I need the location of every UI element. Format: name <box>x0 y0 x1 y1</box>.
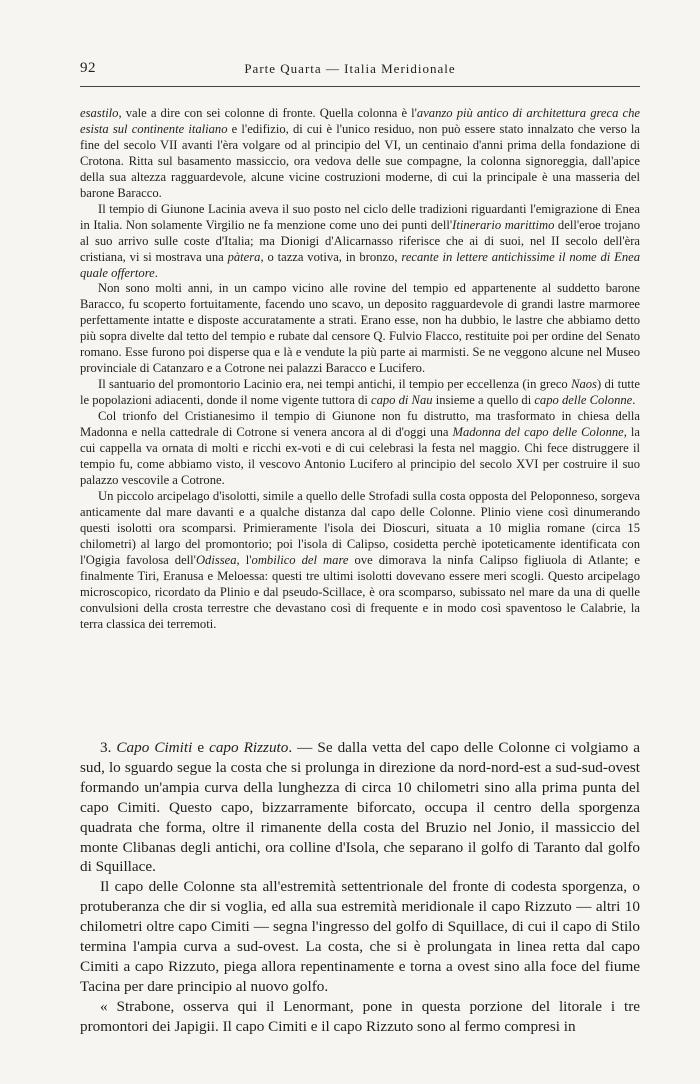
text-span: ) di tutte le popolazioni adiacenti, donde il nome vigente tuttora di <box>80 377 641 408</box>
text-span: Il tempio di Giunone Lacinia aveva il suo posto nel ciclo delle tradizioni riguardanti l'emigrazione di Enea in Italia. Non solamente Virgilio ne fa menzione come uno dei punti dell' <box>80 201 640 232</box>
italic-term: capo di Nau <box>370 393 433 408</box>
paragraph: Non sono molti anni, in un campo vicino alle rovine del tempio ed appartenente al suddetto barone Baracco, fu scoperto fortuitamente, facendo uno scavo, un deposito ragguardevole di grandi lastre marmoree perfettamente intatte e disposte accuratamente a strati. Erano esse, non ha dubbio, le lastre che abbiamo detto più sopra divelte dal tetto del tempio e rubate dal censore Q. Fulvio Flacco, restituite poi per ordine del Senato romano. Esse furono poi disperse qua e là e vendute la più parte ai marmisti. Se ne veggono alcune nel Museo provinciale di Catanzaro e a Cotrone nei palazzi Baracco e Lucifero. <box>80 281 640 376</box>
paragraph <box>80 377 640 409</box>
italic-term: pàtera <box>227 249 261 264</box>
italic-term: esastilo <box>80 106 119 120</box>
italic-phrase: avanzo più antico di architettura greca che esista sul continente italiano <box>80 106 640 136</box>
paragraph: Il capo delle Colonne sta all'estremità settentrionale del fronte di codesta sporgenza, o protuberanza che dir si voglia, ed alla sua estremità meridionale il capo Rizzuto — altri 10 chilometri oltre capo Cimiti — segna l'ingresso del golfo di Squillace, di cui il capo di Stilo termina l'ampia curva a sud-ovest. La costa, che si è prolungata in linea retta dal capo Cimiti a capo Rizzuto, piega allora repentinamente e torna a ovest sino alla foce del fiume Tacina per dare principio al nuovo golfo. <box>80 878 640 995</box>
text-span: e <box>192 739 210 756</box>
italic-phrase: Itinerario marittimo <box>452 217 555 232</box>
italic-term: capo delle Colonne <box>534 393 633 408</box>
paragraph: « Strabone, osserva qui il Lenormant, pone in questa porzione del litorale i tre promontori dei Japigii. Il capo Cimiti e il capo Rizzuto sono al fermo compresi in <box>80 997 640 1035</box>
text-span: , o tazza votiva, in bronzo, <box>260 249 402 264</box>
text-span: Col trionfo del Cristianesimo il tempio di Giunone non fu distrutto, ma trasformato in chiesa della Madonna e nella cattedrale di Cotrone si venera ancora al di d'oggi una <box>80 409 640 440</box>
paragraph <box>80 489 640 633</box>
text-span: Il santuario del promontorio Lacinio era, nei tempi antichi, il tempio per eccellenza (in greco <box>98 377 572 392</box>
small-print-section <box>80 106 640 632</box>
text-span: dell'eroe trojano al suo arrivo sulle coste d'Italia; ma Dionigi d'Alicarnasso riferisce che ai di suoi, nel II secolo dell'èra cristiana, vi si mostrava una <box>80 217 640 264</box>
section-heading-paragraph <box>80 738 640 877</box>
text-span: , l' <box>236 552 252 567</box>
section-3 <box>80 738 640 1037</box>
text-span: e l'edifizio, di cui è l'unico residuo, non può essere stato innalzato che verso la fine del secolo VII avanti l'èra volgare od al principio del VI, un centinaio d'anni prima della fondazione di Crotona. Ritta sul basamento massiccio, ora vedova delle sue compagne, la colonna signoreggia, dall'apice della sua altezza ragguardevole, alcune vicine costruzioni moderne, di cui la principale è una masseria del barone Baracco. <box>80 121 640 200</box>
paragraph <box>80 202 640 282</box>
text-span: . <box>154 265 158 280</box>
text-span: , la cui cappella va ornata di molti e ricchi ex-voti e di cui celebrasi la festa nel maggio. Chi fece distruggere il tempio fu, come abbiamo visto, il vescovo Antonio Lucifero al principio del secolo XVI per costruire il suo palazzo vescovile a Cotrone. <box>80 425 641 487</box>
page-number: 92 <box>80 60 96 76</box>
running-head: Parte Quarta — Italia Meridionale <box>244 61 456 76</box>
paragraph <box>80 409 640 489</box>
italic-term: Odissea <box>195 552 237 567</box>
text-span: , vale a dire con sei colonne di fronte. Quella colonna è l' <box>118 106 417 120</box>
italic-phrase: Madonna del capo delle Colonne <box>452 425 624 440</box>
text-span: Un piccolo arcipelago d'isolotti, simile a quello delle Strofadi sulla costa opposta del Peloponneso, sorgeva anticamente dal mare davanti e a qualche distanza dal capo delle Colonne. Plinio viene così dinumerando questi isolotti ora scomparsi. Primieramente l'isola dei Dioscuri, situata a 10 miglia romane (circa 15 chilometri) al largo del promontorio; poi l'isola di Calipso, cosidetta perchè ipoteticamente identificata con l'Ogigia favolosa dell' <box>80 488 640 567</box>
italic-phrase: ombilico del mare <box>251 552 349 567</box>
section-title: Capo Cimiti <box>116 739 193 756</box>
text-span: . — Se dalla vetta del capo delle Colonne ci volgiamo a sud, lo sguardo segue la costa che si prolunga in direzione da nord-nord-est a sud-sud-ovest formando un'ampia curva della lunghezza di circa 10 chilometri sino alla prima punta del capo Cimiti. Questo capo, bizzarramente biforcato, occupa il centro della sporgenza quadrata che forma, oltre il rimanente della costa del Bruzio nel Jonio, il massiccio del monte Clibanas degli antichi, ora colline d'Isola, che separano il golfo di Taranto dal golfo di Squillace. <box>80 739 640 876</box>
section-title: capo Rizzuto <box>209 739 289 756</box>
italic-term: Naos <box>571 377 597 392</box>
page-header <box>80 60 620 82</box>
section-number: 3. <box>100 739 117 756</box>
paragraph <box>80 106 640 202</box>
italic-phrase: recante in lettere antichissime il nome di Enea quale offertore <box>80 249 640 280</box>
text-span: . <box>632 393 636 408</box>
text-span: insieme a quello di <box>432 393 535 408</box>
text-span: ove dimorava la ninfa Calipso figliuola di Atlante; e finalmente Tiri, Eranusa e Meloessa: questi tre ultimi isolotti dovevano essere meri scogli. Questo arcipelago microscopico, ricordato da Plinio e dal pseudo-Scillace, è ora scomparso, subissato nel mare da una di quelle convulsioni della crosta terrestre che devastano così di frequente e in modo così spaventoso le Calabrie, la terra classica dei terremoti. <box>80 552 640 631</box>
header-rule <box>80 86 640 87</box>
